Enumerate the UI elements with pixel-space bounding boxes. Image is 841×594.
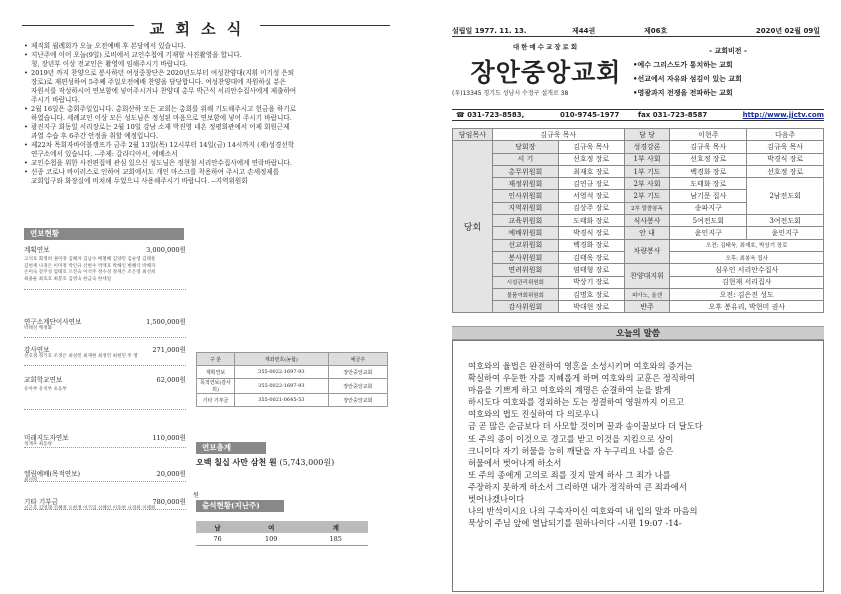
session-label: 당회 [453,141,493,313]
table-row [453,227,824,239]
committee-role: 물품여회위원회 [492,288,558,300]
offering-detail-line: 손미숙 강주성 엄태호 오진숙 이석주 정수성 정재은 조은영 최선희 [24,270,156,275]
vision-item: •예수 그리스도가 통치하는 교회 [633,60,733,69]
table-row [453,178,824,190]
offering-block [24,482,186,510]
table-row [453,153,824,165]
table-row [197,379,388,394]
news-item: 연구소에서 있습니다. --주제: 갈라디아서, 에베소서 [31,150,178,158]
duty-current: 이현주 [670,129,747,141]
scripture-line: 주장하지 못하게 하소서 그리하면 내가 정직하여 큰 죄과에서 [468,481,687,492]
account-header: 예금주 [328,353,387,366]
offerings-label: 연보현황 [24,228,184,240]
account-cell: 장안중앙교회 [328,379,387,394]
offering-block [24,448,186,482]
committee-member: 박대현 장로 [558,301,624,313]
committee-member: 박경식 장로 [558,227,624,239]
committee-role: 감사위원회 [492,301,558,313]
news-title: 교 회 소 식 [149,20,245,38]
scripture-line: 허물에서 벗어나게 하소서 [468,457,562,468]
table-row [453,165,824,177]
offering-block [24,410,186,448]
committee-member: 김상주 장로 [558,202,624,214]
duty-this-week: 선호정 장로 [670,153,747,165]
offering-detail-line: 신근호 김영래 신혜정 오현정 이기업 신혜인 이호현 나경희 이태원 [24,506,156,511]
committee-role: 봉사위원회 [492,251,558,263]
offering-details [24,506,186,513]
church-address: (우)13345 경기도 성남시 수정구 설개로 38 [452,90,569,97]
offering-name: 기타 기부금 [24,498,58,506]
duty-this-week: 도태화 장로 [670,178,747,190]
table-row [453,129,824,141]
duty-next-week: 선호정 장로 [747,165,824,177]
news-header [22,14,390,38]
committee-role: 면려위원회 [492,264,558,276]
offering-name: 교회학교연보 [24,376,63,384]
account-table [196,352,388,407]
offering-detail-line: 최선희 [24,478,38,483]
table-row [453,301,824,313]
service-duty: 안 내 [624,227,670,239]
committee-role: 총무위원회 [492,165,558,177]
mobile-number: 010-9745-1977 [560,111,620,119]
offering-block [24,240,186,290]
committee-member: 염태형 장로 [558,264,624,276]
header-rule-right [260,25,390,26]
scripture-line: 또 주의 종이 이것으로 경고를 받고 이것을 지킴으로 상이 [468,433,674,444]
committee-member: 백경화 장로 [558,239,624,251]
committee-role: 재정위원회 [492,178,558,190]
duty-this-week: 오전: 김은진 성도 [670,288,824,300]
news-item: • 제22차 목회자바이블캠프가 금주 2월 13일(목) 12시부터 14일(금) 14시까지 (재)성경선학 [24,141,389,150]
committee-role: 당회장 [492,141,558,153]
total-words: 오백 칠십 사만 삼천 원 [196,458,277,467]
attendance-value: 109 [239,533,304,545]
scripture-line: 묵상이 주님 앞에 열납되기를 원하나이다 -시편 19:07 -14- [468,518,682,529]
duty-this-week: 김규욱 목사 [670,141,747,153]
duty-this-week: 오후: 최봉욱 집사 [670,251,824,263]
offerings-list [24,240,186,510]
committee-role: 교육위원회 [492,215,558,227]
pastor-label: 담임목사 [453,129,493,141]
account-cell: 355-0021-0645-53 [235,394,329,407]
news-item: • 광진지구 회동일 서리장로는 2월 10일 강남 소재 박진영 네온 정평회관에서 어제 회원근제 [24,123,389,132]
word-title: 오늘의 말씀 [452,326,824,340]
account-cell: 목적연보(감사외) [197,379,235,394]
service-duty: 2부 사회 [624,178,670,190]
news-list [24,42,389,186]
offering-amount: 3,000,000원 [146,246,186,254]
service-duty: 식사봉사 [624,215,670,227]
account-cell: 기타 기부금 [197,394,235,407]
news-item: 주시기 바랍니다. [31,96,80,104]
table-row [453,239,824,251]
denomination: 대한예수교장로회 [512,43,580,51]
committee-member: 김연규 장로 [558,178,624,190]
account-cell: 장안중앙교회 [328,366,387,379]
total-amount [196,457,334,468]
news-item: • 지난주에 이어 오늘(9일) 로비에서 교인수첩에 기재할 사진촬영을 합니다. [24,51,389,60]
duty-this-week: 남기문 집사 [670,190,747,202]
news-item: 하였습니다. 세례교인 이상 모든 성도님은 정성된 마음으로 연보함에 넣어 주시기 바랍니다. [31,114,292,122]
committee-member: 선호정 장로 [558,153,624,165]
duty-this-week: 오전: 김태욱, 최재호, 박상기 장로 [670,239,824,251]
offering-details [24,387,186,394]
table-row [453,264,824,276]
service-duty: 2부 말씀봉독 [624,202,670,214]
offering-amount: 62,000원 [156,376,186,384]
scripture-line: 여호와의 법도 진실하여 다 의로우니 [468,409,599,420]
website-link[interactable]: http://www.jjctv.com [742,111,824,119]
offering-amount: 110,000원 [152,434,186,442]
table-row [453,141,824,153]
pastor-name: 김규욱 목사 [492,129,624,141]
offering-detail-line: 고석호 회정희 권미정 김혜자 김남수 배철혜 김양민 김순영 김태훈 [24,257,156,262]
scripture-line: 금 곧 많은 순금보다 더 사모할 것이며 꿀과 송이꿀보다 더 달도다 [468,421,703,432]
offering-details [24,354,186,361]
account-cell: 장안중앙교회 [328,394,387,407]
committee-member: 최재호 장로 [558,165,624,177]
attendance-header: 남 [196,521,239,533]
committee-role: 선교위원회 [492,239,558,251]
service-duty: 2부 기도 [624,190,670,202]
duty-this-week: 송파지구 [670,202,747,214]
scripture-line: 또 주의 종에게 고의로 죄를 짓지 말게 하사 그 죄가 나를 [468,469,671,480]
vision-item: •영광과지 전쟁을 전파하는 교회 [633,88,733,97]
scripture-line: 크니이다 자기 허물을 능히 깨달을 자 누구리요 나를 숨은 [468,445,674,456]
church-name: 장안중앙교회 [470,58,622,87]
total-number: (5,743,000원) [279,458,335,467]
phone-number: ☎ 031-723-8583, [456,111,525,119]
committee-role: 서 기 [492,153,558,165]
offering-amount: 780,000원 [152,498,186,506]
news-item: 청, 장년부 이상 전교인은 촬영에 임해주시기 바랍니다. [31,60,188,68]
duty-this-week: 백경화 장로 [670,165,747,177]
news-item: 장로)로 재편성하여 5주째 주일오전예배 찬양을 담당합니다. 여성찬양대에 자원하실 분은 [31,78,286,86]
service-duty: 반주 [624,301,670,313]
offering-details [24,326,186,333]
account-header: 구 분 [197,353,235,366]
service-duty: 1부 기도 [624,165,670,177]
offering-block [24,338,186,366]
duty-next-week: 3여전도회 [747,215,824,227]
account-cell: 355-0022-1697-93 [235,366,329,379]
attendance-header-row [196,521,368,533]
committee-role: 인사위원회 [492,190,558,202]
account-header-row [197,353,388,366]
attendance-header: 계 [304,521,369,533]
staff-table [452,128,824,313]
header-rule-left [22,25,134,26]
duty-next: 다음주 [747,129,824,141]
duty-next-week: 2남전도회 [747,178,824,215]
founded-date: 설립일 1977. 11. 13. [452,27,527,35]
church-vision [633,44,823,100]
attendance-header: 여 [239,521,304,533]
issue-number: 제06호 [644,27,668,35]
duty-next-week: 김규욱 목사 [747,141,824,153]
committee-member: 김규욱 목사 [558,141,624,153]
table-row [197,366,388,379]
scripture-line: 벗어나겠나이다 [468,494,525,505]
offering-name: 미래지도자연보 [24,434,69,442]
offering-amount: 271,000원 [152,346,186,354]
news-item: • 2019년 까지 찬양으로 봉사하던 여성중창단은 2020년도부터 여성찬양대(지휘 이기성 은퇴 [24,69,389,78]
service-duty: 피아노, 올갠 [624,288,670,300]
duty-this-week: 김현재 서리집사 [670,276,824,288]
offering-detail-line: 선호정 정기호 조정은 최성민 최재현 최정민 최현민 무 명 [24,354,138,359]
total-label: 연보총계 [196,442,266,454]
news-item: 교회입구와 화장실에 비치해 두었으니 사용해주시기 바랍니다. --지역위원회 [31,177,248,185]
committee-member: 김태욱 장로 [558,251,624,263]
offering-detail-line: 박태선 백정화 [24,326,53,331]
service-duty: 성경강론 [624,141,670,153]
offering-name: 감사연보 [24,346,50,354]
scripture-line: 확실하여 우둔한 자를 지혜롭게 하며 여호와의 교훈은 정직하여 [468,373,695,384]
account-cell: 계획연보 [197,366,235,379]
service-duty: 차량봉사 [624,239,670,264]
service-duty: 찬양대지휘 [624,264,670,289]
news-item: 과열 수습 후 6주간 안정을 취할 예정입니다. [31,132,159,140]
committee-role: 시설관리위원회 [492,276,558,288]
offering-detail-line: 김현세 나경은 이미정 박인규 신현수 박재호 박해인 변혜식 박해자 [24,263,156,269]
duty-this-week: 오후 봉유리, 박현미 권사 [670,301,824,313]
offering-block [24,366,186,410]
attendance-value: 76 [196,533,239,545]
committee-role: 지역위원회 [492,202,558,214]
offering-detail-line: 최용운 최호호 최봉호 김영숙 한금숙 한세일 [24,276,112,282]
offering-name: 연구소계단이사연보 [24,318,82,326]
news-item: • 2월 16일은 총회주일입니다. 총회산하 모든 교회는 총회를 위해 기도해주시고 헌금을 하기로 [24,105,389,114]
won-mark: 원 [193,492,199,499]
table-row [453,288,824,300]
account-cell: 355-0022-1697-93 [235,379,329,394]
committee-member: 박상기 장로 [558,276,624,288]
news-item: 자원서를 작성하시어 연보함에 넣어주시거나 찬양대 총무 박근식 서리안수집사에게 제출하여 [31,87,297,95]
offering-detail-line: 유아부 유치부 초등부 [24,387,67,392]
scripture-line: 여호와의 율법은 완전하여 영혼을 소성시키며 여호와의 증거는 [468,361,693,371]
scripture-line: 마음을 기쁘게 하고 여호와의 계명은 순결하여 눈을 밝게 [468,385,671,396]
duty-next-week: 윤인지구 [747,227,824,239]
attendance-label: 출석현황(지난주) [196,500,284,512]
offering-amount: 1,500,000원 [146,318,186,326]
duty-this-week: 윤인지구 [670,227,747,239]
vision-item: •선교에서 자유와 섬김이 있는 교회 [633,74,742,83]
news-item: • 교인수첩을 위한 사전편집에 관심 있으신 성도님은 정현철 서리안수집사에게 연락바랍니다. [24,159,389,168]
contact-bar [452,109,824,121]
committee-member: 김명호 장로 [558,288,624,300]
masthead-bar [452,23,820,37]
news-item: • 신종 코로나 바이러스로 인하여 교회에서도 개인 마스크를 착용하여 주시고 손세정제를 [24,168,389,177]
duty-this-week: 심우인 서리안수집사 [670,264,824,276]
duty-label: 담 당 [624,129,670,141]
committee-member: 도태화 장로 [558,215,624,227]
offering-amount: 20,000원 [156,470,186,478]
offering-block [24,290,186,338]
vision-title: - 교회비전 - [709,46,747,55]
attendance-table [196,521,368,546]
news-item: • 제직회 월례회가 오늘 오전예배 후 본당에서 있습니다. [24,42,389,51]
table-row [197,394,388,407]
issue-date: 2020년 02월 09일 [755,27,820,35]
volume-number: 제44권 [572,27,596,35]
committee-member: 서영석 장로 [558,190,624,202]
fax-number: fax 031-723-8587 [638,111,708,119]
attendance-value: 185 [304,533,369,545]
table-row [453,215,824,227]
service-duty: 1부 사회 [624,153,670,165]
offering-name: 엘림예배(목적연보) [24,470,81,478]
scripture-line: 하시도다 여호와를 경외하는 도는 정결하여 영원까지 이르고 [468,397,685,408]
account-header: 계좌번호(농협) [235,353,329,366]
committee-role: 예배위원회 [492,227,558,239]
scripture-text [468,360,818,529]
duty-next-week: 박경식 장로 [747,153,824,165]
scripture-line: 나의 반석이시요 나의 구속자이신 여호와여 내 입의 말과 마음의 [468,506,698,517]
table-row [196,533,368,545]
offering-detail-line: 정재우 최동락 [24,442,53,447]
offering-name: 계획연보 [24,246,50,254]
offering-details [24,257,186,283]
duty-this-week: 5여전도회 [670,215,747,227]
